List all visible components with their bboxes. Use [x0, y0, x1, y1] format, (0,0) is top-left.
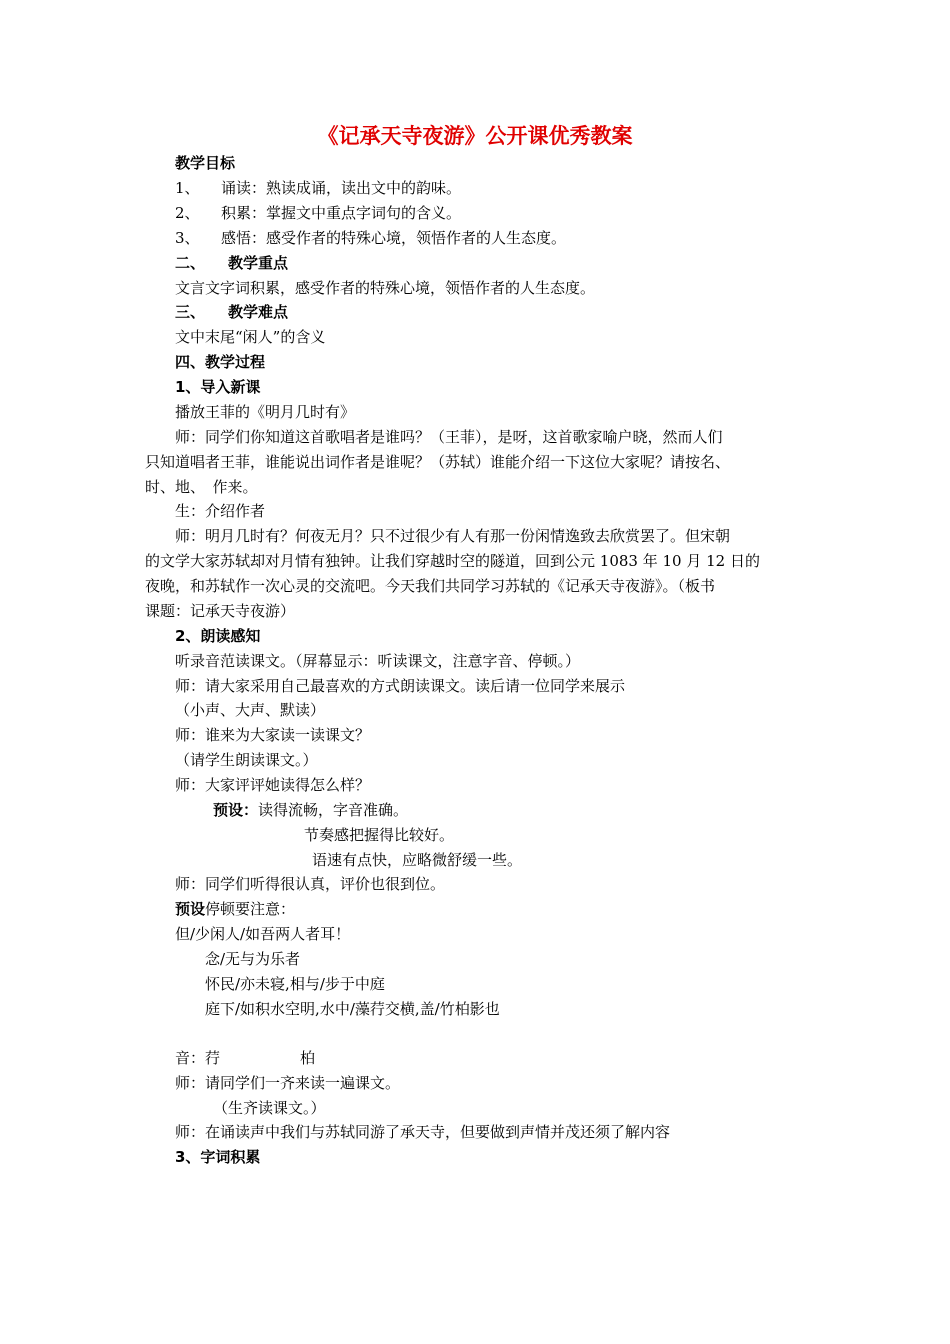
- focus-heading-text: 教学重点: [228, 254, 289, 272]
- pause-line: 念/无与为乐者: [205, 950, 301, 968]
- goal-item: [175, 228, 566, 248]
- paragraph: 课题：记承天寺夜游）: [145, 602, 296, 620]
- pause-intro: [175, 899, 295, 919]
- section-heading: 3、字词积累: [175, 1148, 261, 1166]
- difficulty-text: 文中末尾“闲人”的含义: [175, 328, 326, 346]
- sound-label: 音：荇: [175, 1049, 221, 1067]
- paragraph: 师：大家评评她读得怎么样？: [175, 776, 371, 794]
- preset-line: 语速有点快，应略微舒缓一些。: [312, 851, 523, 869]
- goals-heading: 教学目标: [175, 154, 236, 172]
- paragraph: 夜晚，和苏轼作一次心灵的交流吧。今天我们共同学习苏轼的《记承天寺夜游》。（板书: [145, 577, 716, 595]
- difficulty-heading-text: 教学难点: [228, 303, 289, 321]
- process-heading: 四、教学过程: [175, 353, 266, 371]
- page-title: 《记承天寺夜游》公开课优秀教案: [317, 124, 633, 148]
- paragraph: 师：同学们听得很认真，评价也很到位。: [175, 875, 446, 893]
- section-heading: 2、朗读感知: [175, 627, 261, 645]
- paragraph: 师：谁来为大家读一读课文？: [175, 726, 371, 744]
- paragraph: 师：在诵读声中我们与苏轼同游了承天寺，但要做到声情并茂还须了解内容: [175, 1123, 671, 1141]
- paragraph: 听录音范读课文。（屏幕显示：听读课文，注意字音、停顿。）: [175, 652, 581, 670]
- paragraph: （小声、大声、默读）: [175, 701, 326, 719]
- goal-item: [175, 178, 461, 198]
- focus-num: 二、: [175, 254, 206, 272]
- preset-label: 预设：: [213, 801, 259, 819]
- pause-line: 怀民/亦未寝,相与/步于中庭: [205, 975, 385, 993]
- difficulty-num: 三、: [175, 303, 206, 321]
- goal-num: 1、: [175, 179, 200, 197]
- paragraph: 生：介绍作者: [175, 502, 266, 520]
- paragraph: 师：同学们你知道这首歌唱者是谁吗？（王菲），是呀，这首歌家喻户晓，然而人们: [175, 428, 723, 446]
- sound-char: 柏: [300, 1049, 316, 1067]
- pause-text: 停顿要注意：: [205, 900, 296, 918]
- focus-heading: [175, 253, 288, 273]
- section-heading: 1、导入新课: [175, 378, 261, 396]
- paragraph: 时、地、 作来。: [145, 478, 258, 496]
- goal-text: 诵读：熟读成诵，读出文中的韵味。: [221, 179, 462, 197]
- difficulty-heading: [175, 302, 288, 322]
- paragraph: 的文学大家苏轼却对月情有独钟。让我们穿越时空的隧道，回到公元 1083 年 10 月 12 日的: [145, 552, 760, 570]
- goal-item: [175, 203, 461, 223]
- goal-text: 积累：掌握文中重点字词句的含义。: [221, 204, 462, 222]
- paragraph: 只知道唱者王菲，谁能说出词作者是谁呢？（苏轼）谁能介绍一下这位大家呢？请按名、: [145, 453, 731, 471]
- paragraph: 播放王菲的《明月几时有》: [175, 403, 356, 421]
- pause-line: 庭下/如积水空明,水中/藻荇交横,盖/竹柏影也: [205, 1000, 500, 1018]
- preset-line: 节奏感把握得比较好。: [304, 826, 455, 844]
- paragraph: （生齐读课文。）: [213, 1099, 326, 1117]
- paragraph: 师：请同学们一齐来读一遍课文。: [175, 1074, 401, 1092]
- preset-line: [213, 800, 408, 820]
- focus-text: 文言文字词积累，感受作者的特殊心境，领悟作者的人生态度。: [175, 279, 596, 297]
- paragraph: 师：请大家采用自己最喜欢的方式朗读课文。读后请一位同学来展示: [175, 677, 626, 695]
- preset-text: 读得流畅，字音准确。: [258, 801, 409, 819]
- goal-num: 3、: [175, 229, 200, 247]
- pause-line: 但/少闲人/如吾两人者耳！: [175, 925, 351, 943]
- pause-label: 预设: [175, 900, 206, 918]
- goal-num: 2、: [175, 204, 200, 222]
- paragraph: （请学生朗读课文。）: [175, 751, 318, 769]
- paragraph: 师：明月几时有？何夜无月？只不过很少有人有那一份闲情逸致去欣赏罢了。但宋朝: [175, 527, 731, 545]
- sound-line: [175, 1048, 315, 1068]
- goal-text: 感悟：感受作者的特殊心境，领悟作者的人生态度。: [221, 229, 567, 247]
